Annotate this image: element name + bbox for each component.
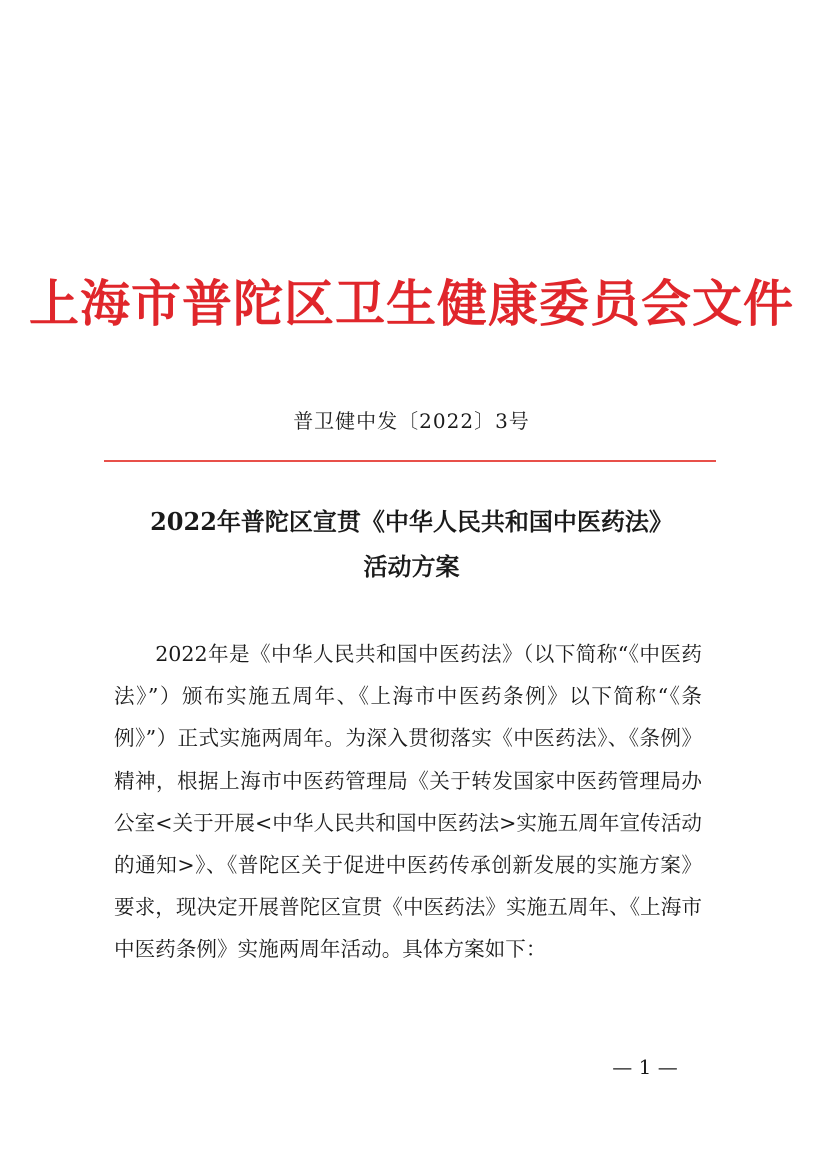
document-number: 普卫健中发〔2022〕3号 [293, 409, 530, 433]
red-divider-rule [104, 460, 716, 462]
document-title-line-2: 活动方案 [363, 552, 460, 581]
red-header-title: 上海市普陀区卫生健康委员会文件 [29, 274, 794, 333]
document-title-line-1: 2022年普陀区宣贯《中华人民共和国中医药法》 [150, 507, 673, 536]
page-number: — 1 — [612, 1055, 678, 1079]
body-paragraph: 2022年是《中华人民共和国中医药法》（以下简称“《中医药法》”）颁布实施五周年、《上海市中医药条例》以下简称“《条例》”）正式实施两周年。为深入贯彻落实《中医药法》、《条例》精神，根据上海市中医药管理局《关于转发国家中医药管理局办公室<关于开展<中华人民共和国中医药法>实施五周年宣传活动的通知>》、《普陀区关于促进中医药传承创新发展的实施方案》要求，现决定开展普陀区宣贯《中医药法》实施五周年、《上海市中医药条例》实施两周年活动。具体方案如下： [114, 642, 703, 962]
